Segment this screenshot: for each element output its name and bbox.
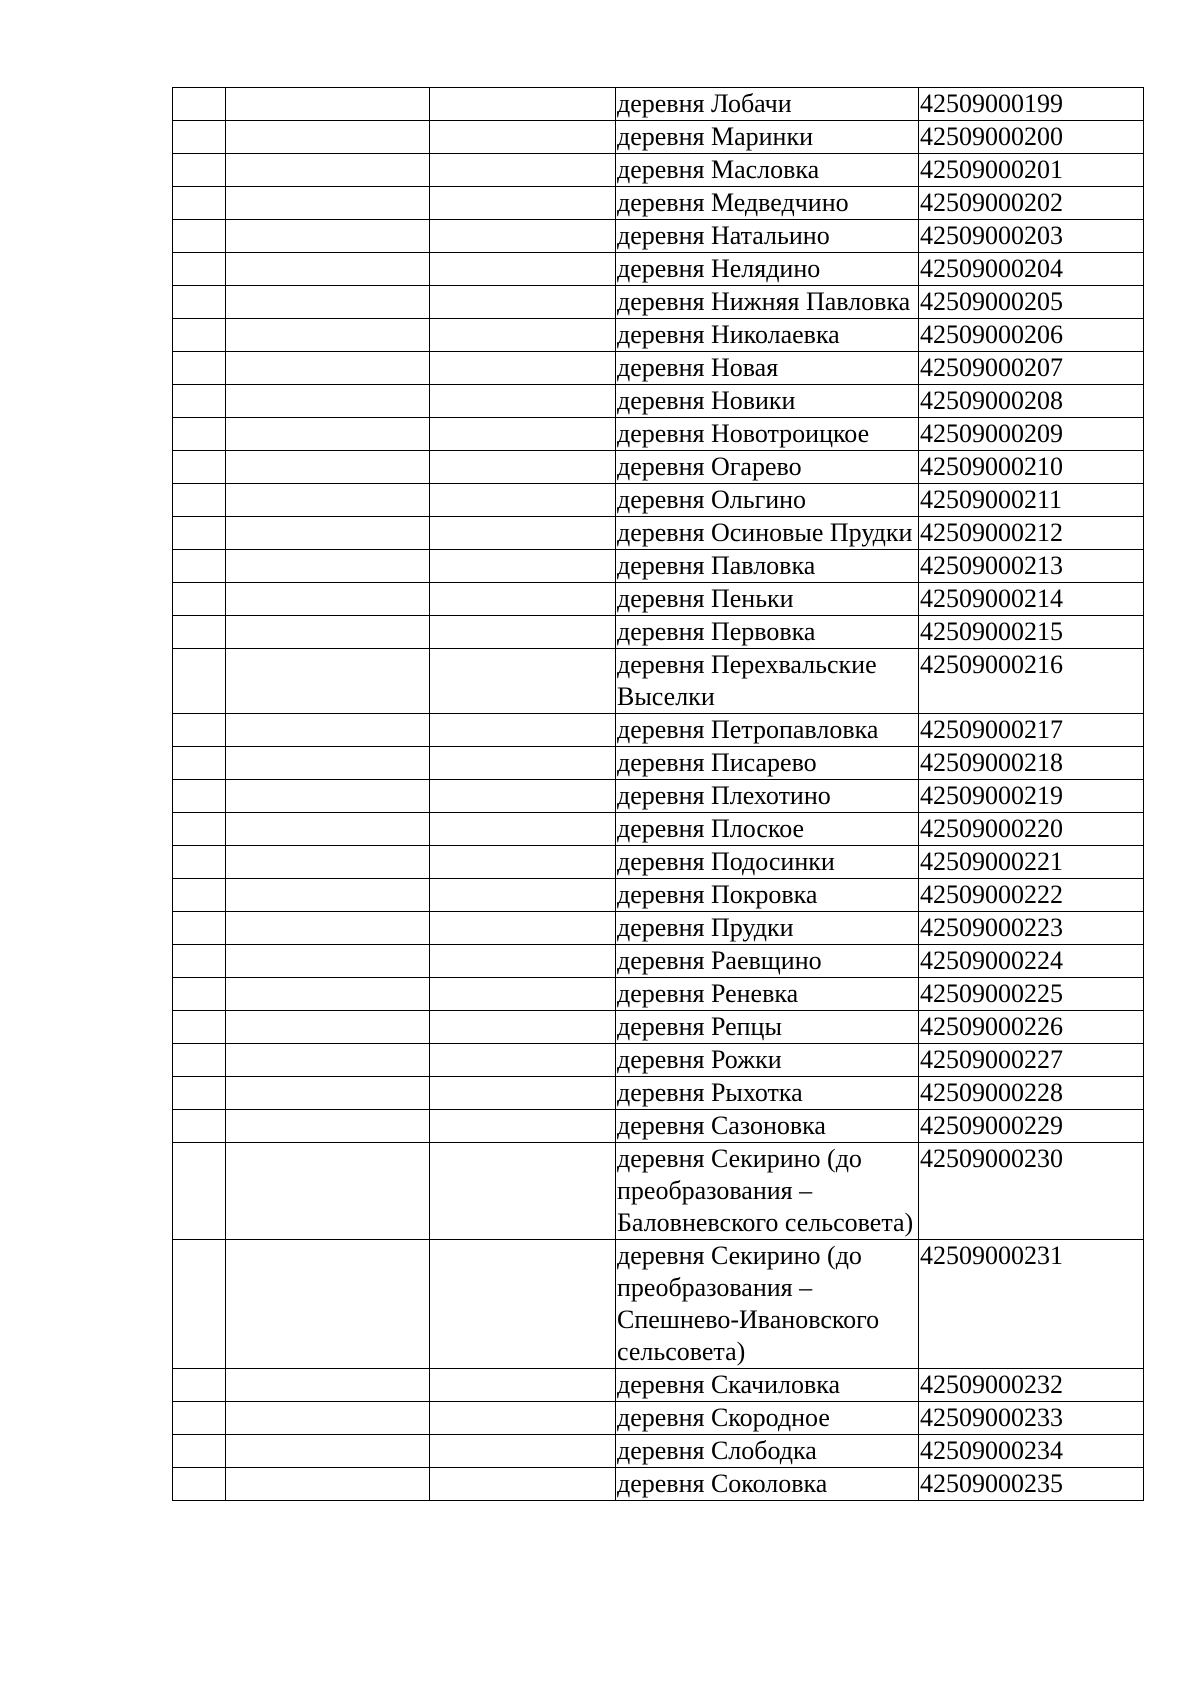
- type-cell: [430, 220, 616, 253]
- municipality-cell: [226, 385, 430, 418]
- type-cell: [430, 714, 616, 747]
- table-row: [173, 319, 1144, 352]
- number-cell: [173, 1435, 226, 1468]
- number-cell: [173, 945, 226, 978]
- table-row: [173, 550, 1144, 583]
- type-cell: [430, 1110, 616, 1143]
- table-row: [173, 1240, 1144, 1369]
- municipality-cell: [226, 352, 430, 385]
- number-cell: [173, 747, 226, 780]
- oktmo-code-cell: 42509000208: [919, 385, 1144, 418]
- type-cell: [430, 583, 616, 616]
- number-cell: [173, 813, 226, 846]
- municipality-cell: [226, 879, 430, 912]
- settlement-name-cell: деревня Плехотино: [616, 780, 919, 813]
- type-cell: [430, 1402, 616, 1435]
- type-cell: [430, 1044, 616, 1077]
- number-cell: [173, 253, 226, 286]
- oktmo-code-cell: 42509000215: [919, 616, 1144, 649]
- settlement-name-cell: деревня Николаевка: [616, 319, 919, 352]
- type-cell: [430, 484, 616, 517]
- oktmo-code-cell: 42509000228: [919, 1077, 1144, 1110]
- type-cell: [430, 1435, 616, 1468]
- municipality-cell: [226, 1435, 430, 1468]
- oktmo-code-cell: 42509000207: [919, 352, 1144, 385]
- number-cell: [173, 121, 226, 154]
- table-row: [173, 879, 1144, 912]
- municipality-cell: [226, 1077, 430, 1110]
- type-cell: [430, 879, 616, 912]
- table-row: [173, 649, 1144, 714]
- oktmo-code-cell: 42509000218: [919, 747, 1144, 780]
- settlement-name-cell: деревня Петропавловка: [616, 714, 919, 747]
- type-cell: [430, 1143, 616, 1240]
- oktmo-code-cell: 42509000203: [919, 220, 1144, 253]
- table-row: [173, 945, 1144, 978]
- oktmo-code-cell: 42509000205: [919, 286, 1144, 319]
- oktmo-code-cell: 42509000227: [919, 1044, 1144, 1077]
- municipality-cell: [226, 813, 430, 846]
- table-row: [173, 583, 1144, 616]
- table-row: [173, 1435, 1144, 1468]
- number-cell: [173, 1143, 226, 1240]
- settlement-name-cell: деревня Павловка: [616, 550, 919, 583]
- municipality-cell: [226, 451, 430, 484]
- type-cell: [430, 1240, 616, 1369]
- number-cell: [173, 187, 226, 220]
- municipality-cell: [226, 583, 430, 616]
- oktmo-code-cell: 42509000216: [919, 649, 1144, 714]
- oktmo-code-cell: 42509000214: [919, 583, 1144, 616]
- oktmo-code-cell: 42509000210: [919, 451, 1144, 484]
- table-row: [173, 451, 1144, 484]
- municipality-cell: [226, 253, 430, 286]
- number-cell: [173, 1468, 226, 1501]
- oktmo-code-cell: 42509000219: [919, 780, 1144, 813]
- number-cell: [173, 286, 226, 319]
- oktmo-code-cell: 42509000225: [919, 978, 1144, 1011]
- table-row: [173, 616, 1144, 649]
- oktmo-code-cell: 42509000234: [919, 1435, 1144, 1468]
- table-row: [173, 1402, 1144, 1435]
- settlement-name-cell: деревня Плоское: [616, 813, 919, 846]
- settlement-name-cell: деревня Пеньки: [616, 583, 919, 616]
- table-row: [173, 1077, 1144, 1110]
- type-cell: [430, 88, 616, 121]
- municipality-cell: [226, 1044, 430, 1077]
- type-cell: [430, 319, 616, 352]
- settlement-name-cell: деревня Слободка: [616, 1435, 919, 1468]
- settlement-name-cell: деревня Ольгино: [616, 484, 919, 517]
- municipality-cell: [226, 550, 430, 583]
- number-cell: [173, 220, 226, 253]
- oktmo-code-cell: 42509000226: [919, 1011, 1144, 1044]
- settlement-name-cell: деревня Рожки: [616, 1044, 919, 1077]
- number-cell: [173, 484, 226, 517]
- settlement-name-cell: деревня Нелядино: [616, 253, 919, 286]
- settlement-name-cell: деревня Скородное: [616, 1402, 919, 1435]
- oktmo-code-cell: 42509000199: [919, 88, 1144, 121]
- type-cell: [430, 418, 616, 451]
- settlement-name-cell: деревня Лобачи: [616, 88, 919, 121]
- settlement-name-cell: деревня Секирино (до преобразования – Баловневского сельсовета): [616, 1143, 919, 1240]
- oktmo-code-cell: 42509000209: [919, 418, 1144, 451]
- number-cell: [173, 846, 226, 879]
- table-row: [173, 517, 1144, 550]
- type-cell: [430, 747, 616, 780]
- type-cell: [430, 286, 616, 319]
- settlement-name-cell: деревня Рыхотка: [616, 1077, 919, 1110]
- table-row: [173, 780, 1144, 813]
- municipality-cell: [226, 1468, 430, 1501]
- number-cell: [173, 1044, 226, 1077]
- number-cell: [173, 780, 226, 813]
- table-row: [173, 484, 1144, 517]
- oktmo-code-cell: 42509000224: [919, 945, 1144, 978]
- type-cell: [430, 121, 616, 154]
- number-cell: [173, 517, 226, 550]
- oktmo-code-cell: 42509000223: [919, 912, 1144, 945]
- settlement-name-cell: деревня Перехвальские Выселки: [616, 649, 919, 714]
- table-row: [173, 286, 1144, 319]
- table-row: [173, 1369, 1144, 1402]
- municipality-cell: [226, 154, 430, 187]
- number-cell: [173, 319, 226, 352]
- municipality-cell: [226, 220, 430, 253]
- oktmo-code-cell: 42509000222: [919, 879, 1144, 912]
- table-row: [173, 385, 1144, 418]
- table-row: [173, 418, 1144, 451]
- number-cell: [173, 1077, 226, 1110]
- settlement-name-cell: деревня Покровка: [616, 879, 919, 912]
- municipality-cell: [226, 912, 430, 945]
- type-cell: [430, 616, 616, 649]
- municipality-cell: [226, 649, 430, 714]
- settlement-name-cell: деревня Масловка: [616, 154, 919, 187]
- table-row: [173, 187, 1144, 220]
- number-cell: [173, 352, 226, 385]
- number-cell: [173, 385, 226, 418]
- number-cell: [173, 550, 226, 583]
- settlement-name-cell: деревня Новотроицкое: [616, 418, 919, 451]
- number-cell: [173, 154, 226, 187]
- number-cell: [173, 649, 226, 714]
- type-cell: [430, 451, 616, 484]
- municipality-cell: [226, 187, 430, 220]
- municipality-cell: [226, 1240, 430, 1369]
- settlement-name-cell: деревня Осиновые Прудки: [616, 517, 919, 550]
- table-row: [173, 912, 1144, 945]
- municipality-cell: [226, 978, 430, 1011]
- settlement-name-cell: деревня Маринки: [616, 121, 919, 154]
- settlements-table: [172, 87, 1144, 1501]
- oktmo-code-cell: 42509000202: [919, 187, 1144, 220]
- table-row: [173, 1143, 1144, 1240]
- number-cell: [173, 451, 226, 484]
- municipality-cell: [226, 846, 430, 879]
- oktmo-code-cell: 42509000229: [919, 1110, 1144, 1143]
- table-row: [173, 1110, 1144, 1143]
- municipality-cell: [226, 1143, 430, 1240]
- number-cell: [173, 978, 226, 1011]
- settlement-name-cell: деревня Подосинки: [616, 846, 919, 879]
- type-cell: [430, 1468, 616, 1501]
- municipality-cell: [226, 1402, 430, 1435]
- number-cell: [173, 88, 226, 121]
- oktmo-code-cell: 42509000200: [919, 121, 1144, 154]
- number-cell: [173, 1240, 226, 1369]
- table-row: [173, 846, 1144, 879]
- type-cell: [430, 517, 616, 550]
- type-cell: [430, 846, 616, 879]
- municipality-cell: [226, 484, 430, 517]
- oktmo-code-cell: 42509000201: [919, 154, 1144, 187]
- oktmo-code-cell: 42509000204: [919, 253, 1144, 286]
- type-cell: [430, 352, 616, 385]
- settlement-name-cell: деревня Новики: [616, 385, 919, 418]
- oktmo-code-cell: 42509000217: [919, 714, 1144, 747]
- municipality-cell: [226, 780, 430, 813]
- oktmo-code-cell: 42509000206: [919, 319, 1144, 352]
- type-cell: [430, 649, 616, 714]
- municipality-cell: [226, 714, 430, 747]
- table-row: [173, 978, 1144, 1011]
- number-cell: [173, 912, 226, 945]
- municipality-cell: [226, 1369, 430, 1402]
- municipality-cell: [226, 88, 430, 121]
- type-cell: [430, 978, 616, 1011]
- type-cell: [430, 780, 616, 813]
- municipality-cell: [226, 616, 430, 649]
- number-cell: [173, 418, 226, 451]
- table-row: [173, 253, 1144, 286]
- table-row: [173, 813, 1144, 846]
- number-cell: [173, 616, 226, 649]
- number-cell: [173, 1369, 226, 1402]
- number-cell: [173, 1110, 226, 1143]
- type-cell: [430, 1077, 616, 1110]
- settlement-name-cell: деревня Натальино: [616, 220, 919, 253]
- settlement-name-cell: деревня Скачиловка: [616, 1369, 919, 1402]
- type-cell: [430, 813, 616, 846]
- oktmo-code-cell: 42509000220: [919, 813, 1144, 846]
- settlement-name-cell: деревня Соколовка: [616, 1468, 919, 1501]
- number-cell: [173, 1402, 226, 1435]
- settlement-name-cell: деревня Реневка: [616, 978, 919, 1011]
- table-row: [173, 1011, 1144, 1044]
- type-cell: [430, 253, 616, 286]
- municipality-cell: [226, 286, 430, 319]
- table-row: [173, 220, 1144, 253]
- number-cell: [173, 714, 226, 747]
- settlement-name-cell: деревня Писарево: [616, 747, 919, 780]
- type-cell: [430, 1369, 616, 1402]
- type-cell: [430, 385, 616, 418]
- type-cell: [430, 945, 616, 978]
- settlement-name-cell: деревня Сазоновка: [616, 1110, 919, 1143]
- settlement-name-cell: деревня Первовка: [616, 616, 919, 649]
- settlement-name-cell: деревня Огарево: [616, 451, 919, 484]
- settlement-name-cell: деревня Секирино (до преобразования – Спешнево-Ивановского сельсовета): [616, 1240, 919, 1369]
- oktmo-code-cell: 42509000233: [919, 1402, 1144, 1435]
- number-cell: [173, 583, 226, 616]
- oktmo-code-cell: 42509000230: [919, 1143, 1144, 1240]
- municipality-cell: [226, 1110, 430, 1143]
- table-row: [173, 121, 1144, 154]
- municipality-cell: [226, 418, 430, 451]
- table-row: [173, 747, 1144, 780]
- table-row: [173, 352, 1144, 385]
- municipality-cell: [226, 121, 430, 154]
- table-row: [173, 1044, 1144, 1077]
- settlement-name-cell: деревня Репцы: [616, 1011, 919, 1044]
- number-cell: [173, 1011, 226, 1044]
- municipality-cell: [226, 747, 430, 780]
- type-cell: [430, 550, 616, 583]
- municipality-cell: [226, 319, 430, 352]
- table-row: [173, 1468, 1144, 1501]
- type-cell: [430, 187, 616, 220]
- oktmo-code-cell: 42509000235: [919, 1468, 1144, 1501]
- table-row: [173, 154, 1144, 187]
- table-row: [173, 88, 1144, 121]
- municipality-cell: [226, 517, 430, 550]
- municipality-cell: [226, 945, 430, 978]
- oktmo-code-cell: 42509000211: [919, 484, 1144, 517]
- type-cell: [430, 1011, 616, 1044]
- settlement-name-cell: деревня Прудки: [616, 912, 919, 945]
- settlement-name-cell: деревня Медведчино: [616, 187, 919, 220]
- settlement-name-cell: деревня Нижняя Павловка: [616, 286, 919, 319]
- type-cell: [430, 154, 616, 187]
- number-cell: [173, 879, 226, 912]
- oktmo-code-cell: 42509000221: [919, 846, 1144, 879]
- settlements-table-body: [173, 88, 1144, 1501]
- settlement-name-cell: деревня Раевщино: [616, 945, 919, 978]
- type-cell: [430, 912, 616, 945]
- settlement-name-cell: деревня Новая: [616, 352, 919, 385]
- oktmo-code-cell: 42509000213: [919, 550, 1144, 583]
- oktmo-code-cell: 42509000212: [919, 517, 1144, 550]
- municipality-cell: [226, 1011, 430, 1044]
- oktmo-code-cell: 42509000232: [919, 1369, 1144, 1402]
- oktmo-code-cell: 42509000231: [919, 1240, 1144, 1369]
- table-row: [173, 714, 1144, 747]
